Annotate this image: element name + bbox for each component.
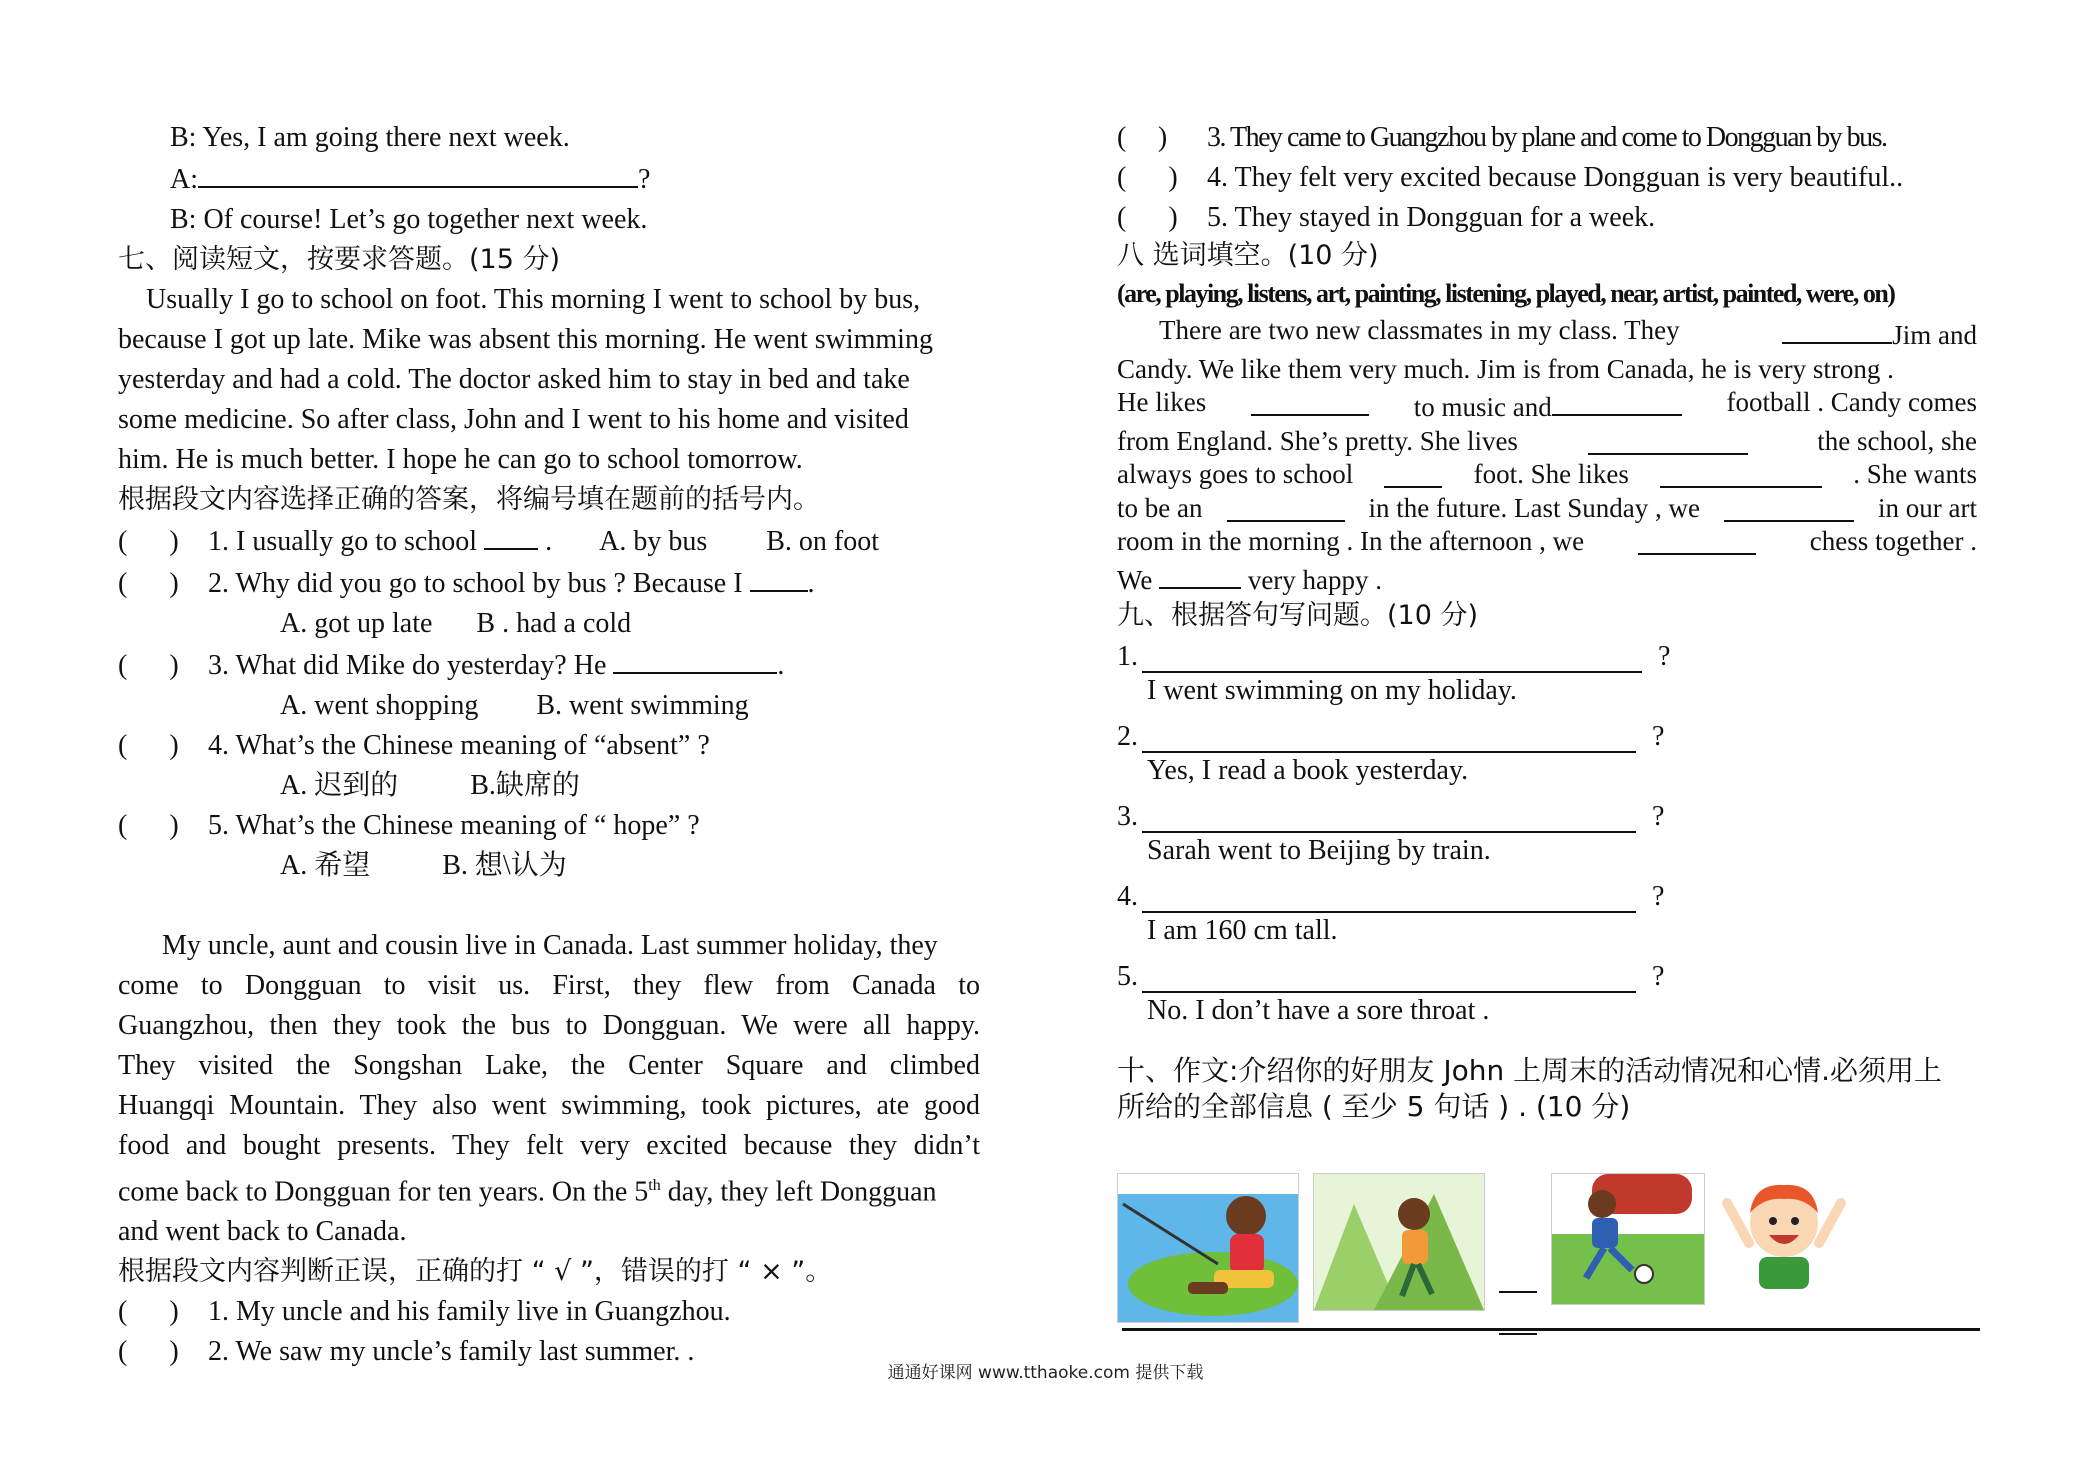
climbing-boy-picture bbox=[1313, 1173, 1485, 1311]
write-question-3: 3. ? Sarah went to Beijing by train. bbox=[1117, 795, 1977, 869]
football-boy-picture bbox=[1551, 1173, 1705, 1305]
dash bbox=[1499, 1333, 1537, 1335]
passage-2-line: My uncle, aunt and cousin live in Canada. Last summer holiday, they bbox=[162, 930, 938, 961]
given-answer: Sarah went to Beijing by train. bbox=[1147, 835, 1491, 866]
question-3: ( ) 3. What did Mike do yesterday? He . bbox=[118, 644, 980, 686]
option-b: B. 想\认为 bbox=[442, 850, 567, 881]
cloze-blank[interactable] bbox=[1588, 425, 1748, 455]
write-question-4: 4. ? I am 160 cm tall. bbox=[1117, 875, 1977, 949]
cloze-line: He likes to music and football . Candy comes bbox=[1117, 387, 1977, 422]
question-5: ( ) 5. What’s the Chinese meaning of “ hope” ? bbox=[118, 806, 980, 846]
question-answer-line[interactable] bbox=[1142, 721, 1636, 753]
passage-2 bbox=[118, 926, 980, 1252]
tf-item-1: ( ) 1. My uncle and his family live in Guangzhou. bbox=[118, 1292, 980, 1332]
passage-2-line: Huangqi Mountain. They also went swimming, took pictures, ate good bbox=[118, 1090, 980, 1121]
write-question-5: 5. ? No. I don’t have a sore throat . bbox=[1117, 955, 1977, 1029]
question-4-options bbox=[118, 766, 980, 806]
fishing-boy-picture bbox=[1117, 1173, 1299, 1323]
instruction-2: 根据段文内容判断正误，正确的打 “ √ ”，错误的打 “ × ”。 bbox=[118, 1256, 833, 1288]
passage-1-line: him. He is much better. I hope he can go to school tomorrow. bbox=[118, 444, 803, 475]
cloze-blank[interactable] bbox=[1782, 314, 1892, 344]
question-answer-line[interactable] bbox=[1142, 801, 1636, 833]
passage-2-line: food and bought presents. They felt very excited because they didn’t bbox=[118, 1130, 980, 1161]
tf-item-5: ( ) 5. They stayed in Dongguan for a week. bbox=[1117, 198, 1977, 238]
cloze-blank[interactable] bbox=[1384, 458, 1442, 488]
option-b: B.缺席的 bbox=[470, 770, 580, 801]
cloze-blank[interactable] bbox=[1724, 492, 1854, 522]
tf-item-2: ( ) 2. We saw my uncle’s family last summer. . bbox=[118, 1332, 980, 1372]
cloze-blank[interactable] bbox=[1638, 525, 1756, 555]
cloze-line: We very happy . bbox=[1117, 559, 1977, 598]
right-column bbox=[1117, 118, 1977, 1335]
passage-2-line: and went back to Canada. bbox=[118, 1216, 407, 1248]
left-column bbox=[118, 118, 980, 1372]
option-b: B. went swimming bbox=[536, 690, 749, 721]
passage-1 bbox=[118, 280, 980, 480]
cloze-line: There are two new classmates in my class. They Jim and bbox=[1159, 315, 1977, 350]
answer-parenthesis[interactable]: ( ) bbox=[118, 730, 179, 761]
passage-2-line: Guangzhou, then they took the bus to Dongguan. We were all happy. bbox=[118, 1010, 980, 1041]
cloze-line: always goes to school foot. She likes . She wants bbox=[1117, 459, 1977, 489]
cloze-blank[interactable] bbox=[1159, 559, 1241, 589]
blank bbox=[484, 520, 538, 550]
passage-1-line: Usually I go to school on foot. This morning I went to school by bus, bbox=[146, 284, 921, 315]
question-writing bbox=[1117, 635, 1977, 1029]
answer-parenthesis[interactable]: ( ) bbox=[1117, 122, 1166, 153]
given-answer: I am 160 cm tall. bbox=[1147, 915, 1338, 946]
option-a: A. got up late bbox=[280, 608, 433, 639]
footer-credit: 通通好课网 www.tthaoke.com 提供下载 bbox=[887, 1363, 1204, 1383]
happy-boy-picture bbox=[1719, 1173, 1849, 1293]
option-a: A. 迟到的 bbox=[280, 770, 399, 801]
cloze-blank[interactable] bbox=[1660, 458, 1822, 488]
passage-1-line: yesterday and had a cold. The doctor asked him to stay in bed and take bbox=[118, 364, 910, 395]
answer-parenthesis[interactable]: ( ) bbox=[1117, 202, 1178, 233]
given-answer: Yes, I read a book yesterday. bbox=[1147, 755, 1469, 786]
section-9-title: 九、根据答句写问题。(10 分) bbox=[1117, 600, 1479, 631]
cloze-line: from England. She’s pretty. She lives the school, she bbox=[1117, 425, 1977, 456]
word-bank: (are, playing, listens, art, painting, listening, played, near, artist, painted, were, on) bbox=[1117, 279, 1895, 308]
answer-parenthesis[interactable]: ( ) bbox=[118, 650, 179, 681]
section-7-title: 七、阅读短文，按要求答题。(15 分) bbox=[118, 244, 561, 275]
passage-2-line: come to Dongguan to visit us. First, they flew from Canada to bbox=[118, 970, 980, 1001]
option-a: A. by bus bbox=[599, 526, 708, 557]
write-question-1: 1. ? I went swimming on my holiday. bbox=[1117, 635, 1977, 709]
question-2-options bbox=[118, 604, 980, 644]
question-answer-line[interactable] bbox=[1142, 961, 1636, 993]
answer-parenthesis[interactable]: ( ) bbox=[118, 810, 179, 841]
answer-parenthesis[interactable]: ( ) bbox=[118, 1296, 179, 1328]
given-answer: I went swimming on my holiday. bbox=[1147, 675, 1517, 706]
given-answer: No. I don’t have a sore throat . bbox=[1147, 995, 1490, 1026]
cloze-blank[interactable] bbox=[1552, 386, 1682, 416]
composition-pictures bbox=[1117, 1173, 1977, 1335]
instruction-1: 根据段文内容选择正确的答案，将编号填在题前的括号内。 bbox=[118, 484, 820, 515]
passage-2-line: They visited the Songshan Lake, the Center Square and climbed bbox=[118, 1050, 980, 1081]
question-1: ( ) 1. I usually go to school . A. by bus B. on foot bbox=[118, 520, 980, 562]
passage-1-line: because I got up late. Mike was absent this morning. He went swimming bbox=[118, 324, 933, 355]
option-a: A. went shopping bbox=[280, 690, 479, 721]
answer-parenthesis[interactable]: ( ) bbox=[118, 568, 179, 599]
cloze-blank[interactable] bbox=[1227, 492, 1345, 522]
dialogue-b1: B: Yes, I am going there next week. bbox=[170, 122, 570, 153]
option-a: A. 希望 bbox=[280, 850, 371, 881]
dialogue-a: A: ? bbox=[118, 158, 980, 200]
question-3-options bbox=[118, 686, 980, 726]
composition-writing-line[interactable] bbox=[1122, 1328, 1980, 1331]
cloze-line: to be an in the future. Last Sunday , we in our art bbox=[1117, 492, 1977, 523]
question-4: ( ) 4. What’s the Chinese meaning of “absent” ? bbox=[118, 726, 980, 766]
passage-1-line: some medicine. So after class, John and I went to his home and visited bbox=[118, 404, 909, 435]
cloze-passage bbox=[1117, 314, 1977, 597]
cloze-line: room in the morning . In the afternoon , we chess together . bbox=[1117, 526, 1977, 556]
answer-parenthesis[interactable]: ( ) bbox=[118, 1336, 179, 1368]
question-5-options bbox=[118, 846, 980, 886]
question-answer-line[interactable] bbox=[1142, 881, 1636, 913]
cloze-line: Candy. We like them very much. Jim is from Canada, he is very strong . bbox=[1117, 353, 1894, 384]
dialogue-a-blank[interactable] bbox=[198, 158, 638, 188]
passage-2-line: come back to Dongguan for ten years. On the 5th day, they left Dongguan bbox=[118, 1176, 937, 1208]
section-10-title: 十、作文:介绍你的好朋友 John 上周末的活动情况和心情.必须用上 所给的全部信息 ( 至少 5 句话 ) . (10 分) bbox=[1117, 1054, 1943, 1123]
blank bbox=[613, 644, 777, 674]
tf-item-4: ( ) 4. They felt very excited because Dongguan is very beautiful.. bbox=[1117, 158, 1977, 198]
section-8-title: 八 选词填空。(10 分) bbox=[1117, 240, 1379, 271]
cloze-blank[interactable] bbox=[1251, 386, 1369, 416]
write-question-2: 2. ? Yes, I read a book yesterday. bbox=[1117, 715, 1977, 789]
blank bbox=[750, 562, 808, 592]
dash bbox=[1499, 1291, 1537, 1293]
option-b: B. on foot bbox=[766, 526, 879, 557]
option-b: B . had a cold bbox=[476, 608, 632, 639]
answer-parenthesis[interactable]: ( ) bbox=[118, 526, 179, 557]
dialogue-b2: B: Of course! Let’s go together next week. bbox=[170, 204, 648, 235]
question-answer-line[interactable] bbox=[1142, 641, 1642, 673]
tf-item-3: ( ) 3. They came to Guangzhou by plane and come to Dongguan by bus. bbox=[1117, 118, 1977, 158]
answer-parenthesis[interactable]: ( ) bbox=[1117, 162, 1178, 193]
question-2: ( ) 2. Why did you go to school by bus ? Because I . bbox=[118, 562, 980, 604]
